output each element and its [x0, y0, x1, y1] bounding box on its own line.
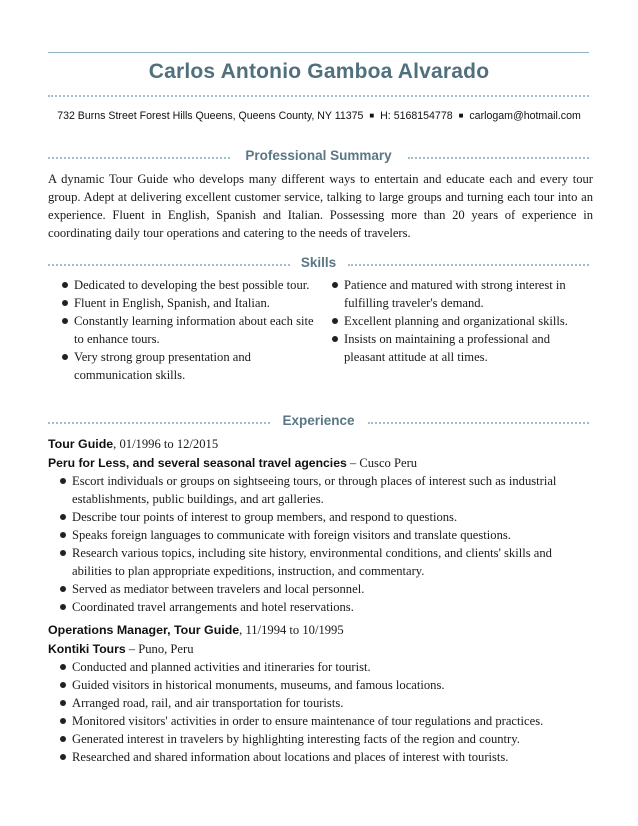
duty-item: Guided visitors in historical monuments, museums, and famous locations. [48, 676, 593, 694]
job-location: – Cusco Peru [346, 456, 418, 470]
summary-text: A dynamic Tour Guide who develops many different ways to entertain and educate each and every tour group. Adept at delivering excellent customer service, talking to large groups and turning each tour into an experience. Fluent in English, Spanish and Italian. Possessing more than 20 years of experience in coordinating daily tour operations and catering to the needs of travelers. [48, 172, 593, 240]
duty-item: Conducted and planned activities and itineraries for tourist. [48, 658, 593, 676]
job-entry [48, 620, 593, 766]
duty-item: Research various topics, including site history, environmental conditions, and clients' skills and abilities to plan appropriate expeditions, instruction, and commentary. [48, 544, 593, 580]
skill-item: Insists on maintaining a professional and pleasant attitude at all times. [320, 330, 590, 366]
job-entry [48, 434, 593, 616]
job-company: Peru for Less, and several seasonal travel agencies [48, 456, 347, 470]
job-company-line [48, 640, 593, 658]
heading-rule [368, 422, 589, 424]
summary-heading-text: Professional Summary [245, 148, 392, 163]
separator-icon: ■ [369, 111, 375, 120]
job-title-line [48, 620, 593, 640]
duty-item: Arranged road, rail, and air transportation for tourists. [48, 694, 593, 712]
experience-heading-text: Experience [282, 413, 355, 428]
separator-icon: ■ [458, 111, 464, 120]
name-divider [48, 95, 589, 97]
skill-item: Fluent in English, Spanish, and Italian. [50, 294, 320, 312]
job-location: – Puno, Peru [125, 642, 194, 656]
job-title: Tour Guide [48, 437, 114, 451]
skills-heading [48, 255, 589, 275]
job-dates: , 01/1996 to 12/2015 [113, 437, 219, 451]
phone: H: 5168154778 [380, 110, 453, 122]
job-title-line [48, 434, 593, 454]
skills-heading-text: Skills [300, 255, 337, 270]
heading-rule [348, 264, 589, 266]
skill-item: Dedicated to developing the best possible tour. [50, 276, 320, 294]
job-duties [48, 658, 593, 766]
duty-item: Generated interest in travelers by highlighting interesting facts of the region and country. [48, 730, 593, 748]
address: 732 Burns Street Forest Hills Queens, Queens County, NY 11375 [57, 110, 364, 122]
duty-item: Speaks foreign languages to communicate with foreign visitors and translate questions. [48, 526, 593, 544]
skills-list-right [320, 276, 590, 366]
duty-item: Escort individuals or groups on sightseeing tours, or through places of interest such as industrial establishments, public buildings, and art galleries. [48, 472, 593, 508]
candidate-name: Carlos Antonio Gamboa Alvarado [148, 60, 490, 83]
skill-item: Very strong group presentation and communication skills. [50, 348, 320, 384]
email: carlogam@hotmail.com [469, 110, 581, 122]
duty-item: Monitored visitors' activities in order to ensure maintenance of tour regulations and practices. [48, 712, 593, 730]
contact-line [0, 110, 638, 122]
top-divider [48, 52, 589, 53]
skill-item: Excellent planning and organizational skills. [320, 312, 590, 330]
duty-item: Served as mediator between travelers and local personnel. [48, 580, 593, 598]
skill-item: Patience and matured with strong interest in fulfilling traveler's demand. [320, 276, 590, 312]
job-company-line [48, 454, 593, 472]
duty-item: Describe tour points of interest to group members, and respond to questions. [48, 508, 593, 526]
job-company: Kontiki Tours [48, 642, 126, 656]
summary-heading [48, 148, 589, 168]
job-title: Operations Manager, Tour Guide [48, 623, 240, 637]
job-duties [48, 472, 593, 616]
heading-rule [408, 157, 589, 159]
skill-item: Constantly learning information about each site to enhance tours. [50, 312, 320, 348]
job-dates: , 11/1994 to 10/1995 [239, 623, 344, 637]
duty-item: Researched and shared information about locations and places of interest with tourists. [48, 748, 593, 766]
skills-list-left [50, 276, 320, 384]
duty-item: Coordinated travel arrangements and hotel reservations. [48, 598, 593, 616]
experience-heading [48, 413, 589, 433]
